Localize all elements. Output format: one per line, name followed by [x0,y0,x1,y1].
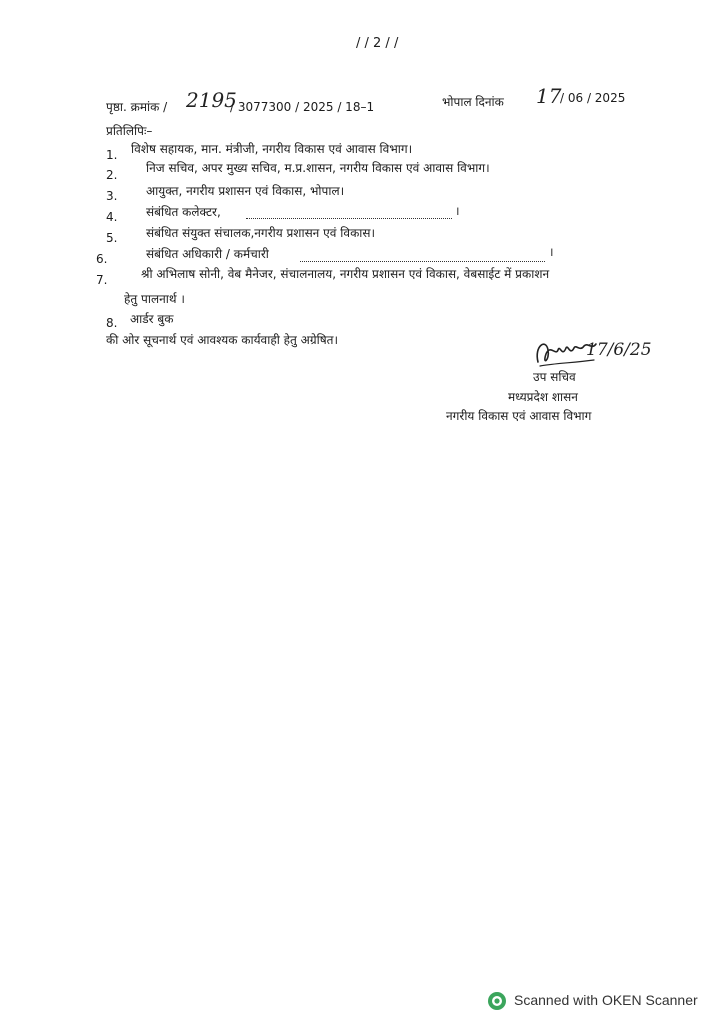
item-text: निज सचिव, अपर मुख्य सचिव, म.प्र.शासन, नगरीय विकास एवं आवास विभाग। [146,161,490,175]
item-number: 2. [106,168,118,182]
signature-handwritten-date: 17/6/25 [586,340,652,360]
item-number: 4. [106,210,118,224]
item-text: श्री अभिलाष सोनी, वेब मैनेजर, संचालनालय, नगरीय प्रशासन एवं विकास, वेबसाईट में प्रकाशन [141,267,550,281]
blank-fill-line [300,247,545,266]
page-number: / / 2 / / [356,36,399,51]
item-number: 5. [106,231,118,245]
signatory-department: नगरीय विकास एवं आवास विभाग [446,409,592,423]
oken-scanner-logo-icon [486,990,508,1012]
date-label: भोपाल दिनांक [442,95,504,109]
reference-prefix: पृष्ठा. क्रमांक / [106,100,168,114]
item-tail: । [455,204,460,218]
item-number: 7. [96,273,108,287]
item-text: आर्डर बुक [130,312,174,326]
date-handwritten-day: 17 [536,84,562,108]
blank-fill-line [246,204,452,223]
reference-suffix: / 3077300 / 2025 / 18–1 [230,100,375,114]
date-suffix: / 06 / 2025 [560,91,626,105]
item-number: 3. [106,189,118,203]
item-text: आयुक्त, नगरीय प्रशासन एवं विकास, भोपाल। [146,184,345,198]
signatory-designation: उप सचिव [533,370,576,384]
item-number: 8. [106,316,118,330]
item-number: 6. [96,252,108,266]
signatory-government: मध्यप्रदेश शासन [508,390,578,404]
item-text: संबंधित कलेक्टर, [146,205,221,219]
reference-handwritten-number: 2195 [186,88,237,112]
item-text-continued: हेतु पालनार्थ । [124,292,185,306]
closing-line: की ओर सूचनार्थ एवं आवश्यक कार्यवाही हेतु अग्रेषित। [106,333,339,347]
copy-heading: प्रतिलिपिः– [106,124,153,138]
item-text: संबंधित अधिकारी / कर्मचारी [146,247,269,261]
scanner-watermark-text: Scanned with OKEN Scanner [514,992,698,1008]
item-tail: । [549,245,554,259]
item-number: 1. [106,148,118,162]
item-text: संबंधित संयुक्त संचालक,नगरीय प्रशासन एवं विकास। [146,226,376,240]
item-text: विशेष सहायक, मान. मंत्रीजी, नगरीय विकास एवं आवास विभाग। [131,142,413,156]
